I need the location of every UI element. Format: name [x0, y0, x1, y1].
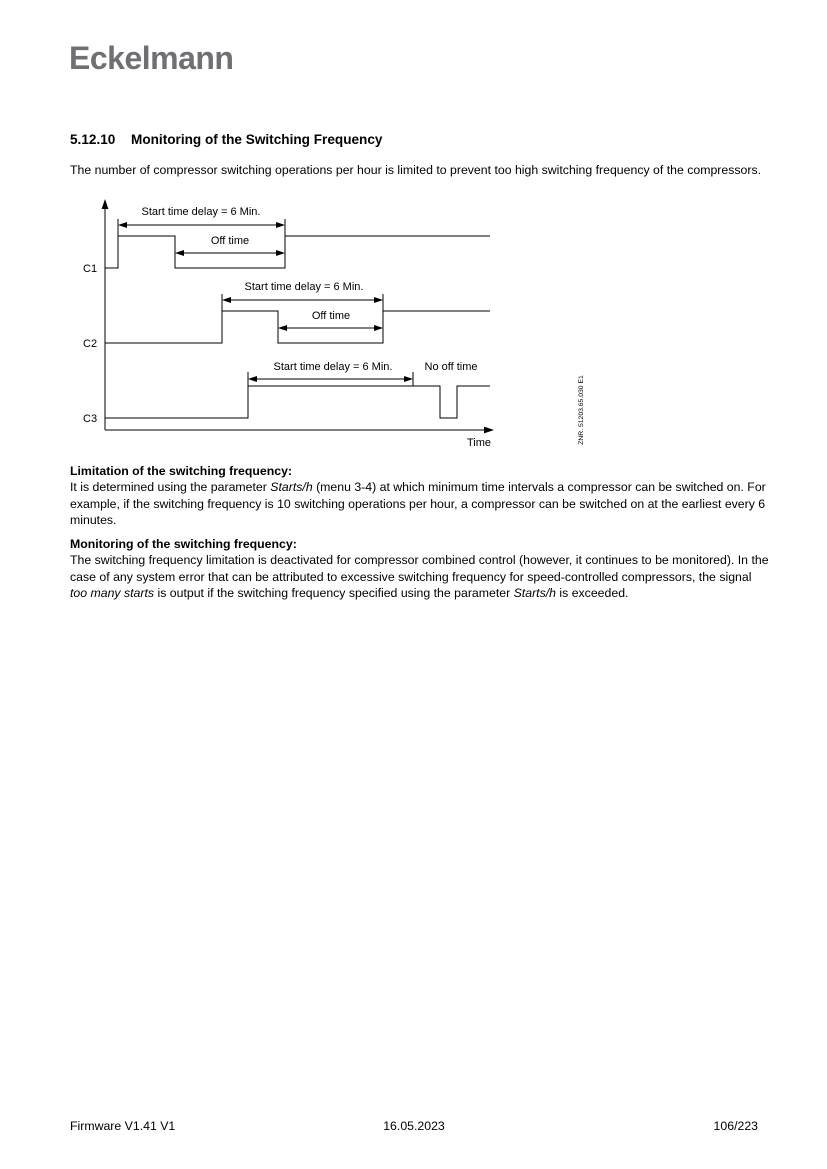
- c3-waveform: [105, 386, 490, 418]
- time-axis-arrowhead-icon: [484, 427, 494, 434]
- c2-waveform: [105, 311, 490, 343]
- time-axis-label: Time: [466, 437, 491, 449]
- limitation-text-1: It is determined using the parameter: [70, 480, 271, 495]
- c2-off-time-arrowhead-right-icon: [374, 325, 383, 331]
- limitation-title: Limitation of the switching frequency:: [70, 464, 293, 478]
- monitoring-text-1: The switching frequency limitation is deactivated for compressor combined control (however, it continues to be monitored). In the case of any system error that can be attributed to excessive switching frequency for speed-controlled compressors, the signal: [70, 553, 769, 584]
- limitation-text-2: (menu 3-4) at which minimum time intervals a compressor can be switched on. For example, if the switching frequency is 10 switching operations per hour, a compressor can be switched on at the earliest every 6 minutes.: [70, 480, 766, 527]
- c3-no-off-time-label: No off time: [424, 361, 478, 373]
- intro-paragraph: The number of compressor switching operations per hour is limited to prevent too high switching frequency of the compressors.: [70, 163, 762, 177]
- text-sections: [70, 463, 770, 601]
- c3-label: C3: [83, 413, 98, 425]
- monitoring-title: Monitoring of the switching frequency:: [70, 537, 297, 552]
- c2-off-time-label: Off time: [311, 310, 351, 322]
- footer-date: 16.05.2023: [383, 1119, 445, 1133]
- c2-start-delay-arrowhead-left-icon: [222, 297, 231, 303]
- monitoring-text-3: is exceeded.: [555, 586, 629, 601]
- footer-firmware-version: Firmware V1.41 V1: [70, 1119, 176, 1133]
- timing-diagram-svg: [70, 195, 600, 467]
- c1-waveform: [105, 236, 490, 268]
- c1-off-time-label: Off time: [210, 235, 250, 247]
- c2-off-time-arrowhead-left-icon: [278, 325, 287, 331]
- c1-off-time-arrowhead-right-icon: [276, 250, 285, 256]
- limitation-paragraph: [70, 479, 770, 528]
- c2-start-delay-arrowhead-right-icon: [374, 297, 383, 303]
- monitoring-paragraph: [70, 552, 770, 601]
- y-axis-arrowhead-icon: [102, 199, 109, 209]
- footer-page-number: 106/223: [713, 1119, 758, 1133]
- section-number: 5.12.10: [70, 132, 116, 147]
- monitoring-text-2: is output if the switching frequency specified using the parameter: [154, 586, 514, 601]
- section-title: Monitoring of the Switching Frequency: [131, 132, 383, 147]
- timing-diagram: [70, 195, 600, 467]
- monitoring-param-starts-h: Starts/h: [513, 586, 556, 601]
- c1-start-delay-label: Start time delay = 6 Min.: [141, 206, 261, 218]
- c3-start-delay-arrowhead-left-icon: [248, 376, 257, 382]
- c1-start-delay-arrowhead-right-icon: [276, 222, 285, 228]
- c2-start-delay-label: Start time delay = 6 Min.: [244, 281, 364, 293]
- eckelmann-logo: Eckelmann: [69, 40, 234, 76]
- drawing-number-label: ZNR. 51203.65.030 E1: [578, 375, 585, 445]
- c1-off-time-arrowhead-left-icon: [175, 250, 184, 256]
- c1-label: C1: [83, 263, 98, 275]
- c3-start-delay-arrowhead-right-icon: [404, 376, 413, 382]
- c3-start-delay-label: Start time delay = 6 Min.: [273, 361, 393, 373]
- c1-start-delay-arrowhead-left-icon: [118, 222, 127, 228]
- page-footer: [70, 1119, 758, 1133]
- monitoring-signal-too-many-starts: too many starts: [70, 586, 155, 601]
- section-heading: [70, 132, 382, 147]
- c2-label: C2: [83, 338, 98, 350]
- limitation-param-starts-h: Starts/h: [270, 480, 313, 495]
